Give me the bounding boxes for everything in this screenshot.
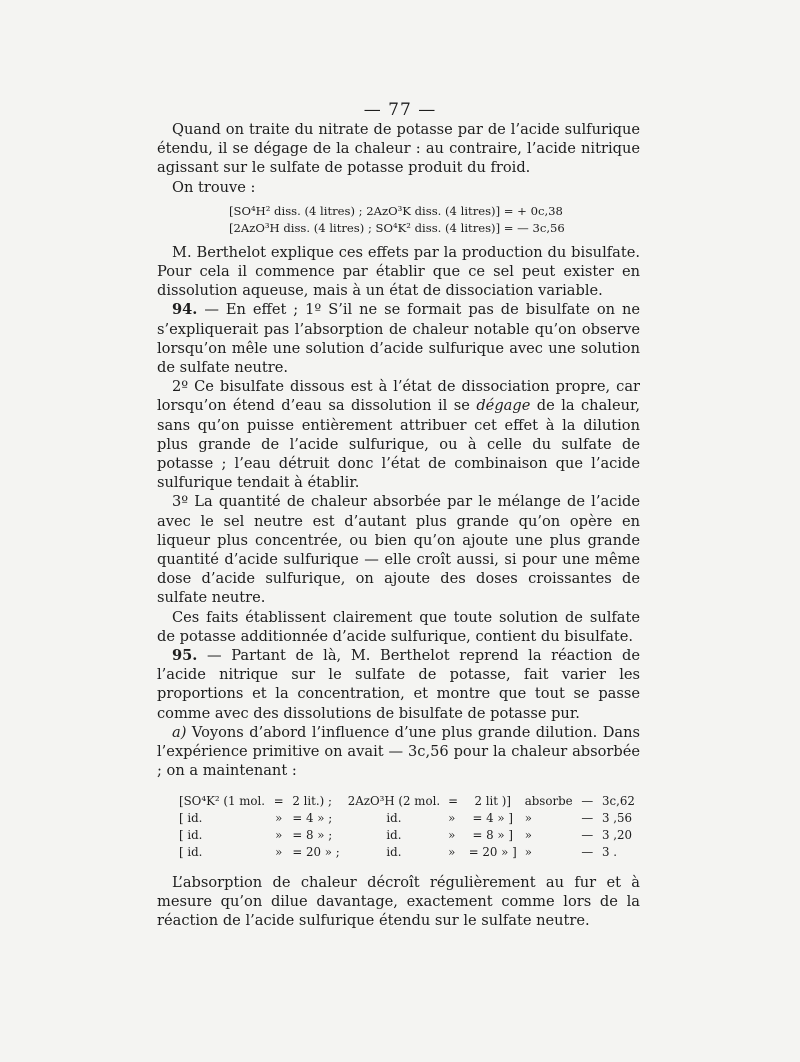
table-cell: [ id. [179,810,203,825]
table-cell: 3 ,20 [601,827,633,842]
table-cell: — [581,810,594,825]
paragraph-94-text: — En effet ; 1º S’il ne se formait pas de bisulfate on ne s’expliquerait pas l’absorption de chaleur notable qu’on observe lorsqu’on mêle une solution d’acide sulfurique avec une solution de sulfate neutre. [157,301,640,377]
table-cell: [SO⁴K² (1 mol. [179,793,266,808]
equation-1: [SO⁴H² diss. (4 litres) ; 2AzO³K diss. (4 litres)] = + 0c,38 [229,203,563,218]
equation-block [229,203,640,237]
table-cell: = 20 » ] [468,844,517,859]
table-cell: = 4 » ] [472,810,513,825]
table-cell: = 20 » ; [292,844,340,859]
paragraph-94 [157,300,640,377]
table-cell: id. [386,844,402,859]
table-cell: — [581,827,594,842]
table-cell: — [581,844,594,859]
table-cell: = [448,793,458,808]
table-cell: 2 lit )] [474,793,511,808]
table-cell: id. [386,810,402,825]
paragraph-faits: Ces faits établissent clairement que toute solution de sulfate de potasse additionnée d’acide sulfurique, contient du bisulfate. [157,608,640,645]
paragraph-95-text: — Partant de là, M. Berthelot reprend la réaction de l’acide nitrique sur le sulfate de potasse, fait varier les proportions et la concentration, et montre que tout se passe comme avec des dissolutions de bisulfate de potasse pur. [157,647,640,722]
table-cell: » [275,827,283,842]
table-cell: 3c,62 [601,793,635,808]
paragraph-text: 2º Ce bisulfate dissous est à l’état de dissociation propre, car lorsqu’on étend d’eau sa dissolution il se [157,378,640,415]
table-cell: » [524,810,532,825]
table-cell: — [581,793,594,808]
table-cell: » [448,844,456,859]
table-cell: » [524,827,532,842]
table-cell: absorbe [524,793,573,808]
paragraph-conclusion: L’absorption de chaleur décroît régulièrement au fur et à mesure qu’on dilue davantage, exactement comme lors de la réaction de l’acide sulfurique étendu sur le sulfate neutre. [157,873,640,929]
dilution-table-body [175,793,640,861]
equation-2: [2AzO³H diss. (4 litres) ; SO⁴K² diss. (4 litres)] = — 3c,56 [229,220,565,235]
table-row [175,793,640,810]
table-cell: » [448,810,456,825]
table-cell: [ id. [179,827,203,842]
table-cell: » [275,844,283,859]
table-cell: 3 . [601,844,617,859]
table-row [175,810,640,827]
paragraph-95 [157,646,640,723]
item-marker-a: a) [172,723,187,741]
table-cell: » [524,844,532,859]
paragraph-dilution-text: Voyons d’abord l’influence d’une plus grande dilution. Dans l’expérience primitive on avait — 3c,56 pour la chaleur absorbée ; on a maintenant : [157,723,640,780]
table-cell: id. [386,827,402,842]
paragraph-dilution [157,723,640,781]
paragraph-berthelot: M. Berthelot explique ces effets par la production du bisulfate. Pour cela il commence par établir que ce sel peut exister en dissolution aqueuse, mais à un état de dissociation variable. [157,243,640,300]
page-number: — 77 — [363,100,437,120]
table-cell: 3 ,56 [601,810,633,825]
italic-word: dégage [476,397,531,415]
table-cell: = 8 » ; [292,827,333,842]
table-cell: = 4 » ; [292,810,333,825]
section-number-94: 94. [172,301,198,319]
page-body [157,120,640,930]
table-cell: » [275,810,283,825]
paragraph-on-trouve: On trouve : [172,178,256,196]
table-cell: 2AzO³H (2 mol. [347,793,441,808]
table-cell: 2 lit.) ; [292,793,332,808]
table-row [175,844,640,861]
table-cell: = 8 » ] [472,827,513,842]
table-cell: = [273,793,284,808]
paragraph-bisulfate-dissous [157,377,640,492]
paragraph-quantite: 3º La quantité de chaleur absorbée par le mélange de l’acide avec le sel neutre est d’autant plus grande qu’on opère en liqueur plus concentrée, ou bien qu’on ajoute une plus grande quantité d’acide sulfurique — elle croît aussi, si pour une même dose d’acide sulfurique, on ajoute des doses croissantes de sulfate neutre. [157,493,640,607]
dilution-table [175,793,640,861]
table-row [175,827,640,844]
paragraph-nitrate: Quand on traite du nitrate de potasse par de l’acide sulfurique étendu, il se dégage de la chaleur : au contraire, l’acide nitrique agissant sur le sulfate de potasse produit du froid. [157,121,640,177]
table-cell: [ id. [179,844,203,859]
table-cell: » [448,827,456,842]
section-number-95: 95. [172,647,198,665]
paragraph-text: de la chaleur, sans qu’on puisse entièrement attribuer cet effet à la dilution plus grande de l’acide sulfurique, ou à celle du sulfate de potasse ; l’eau détruit donc l’état de combinaison que l’acide sulfurique tendait à établir. [157,397,640,492]
